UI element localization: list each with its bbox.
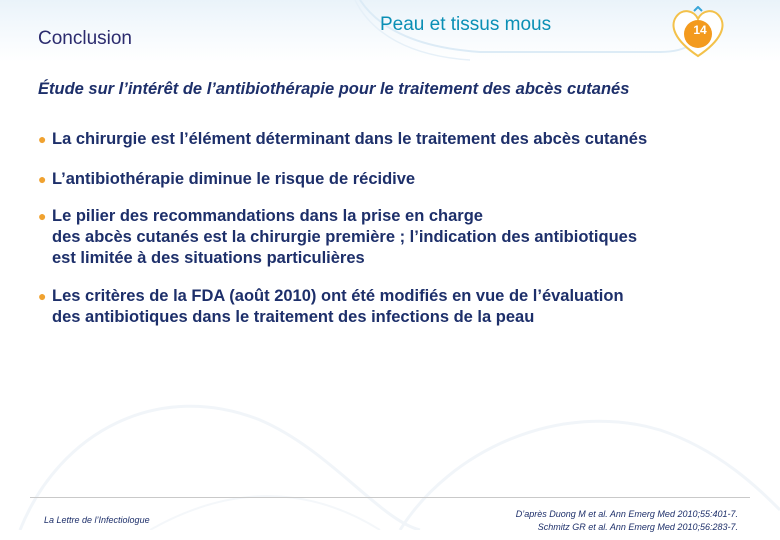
bullet-line: La chirurgie est l’élément déterminant dans le traitement des abcès cutanés <box>52 130 648 148</box>
bullet-line: Les critères de la FDA (août 2010) ont été modifiés en vue de l’évaluation <box>52 287 624 305</box>
bullet-line: des abcès cutanés est la chirurgie première ; l’indication des antibiotiques <box>52 228 638 246</box>
slide-headline: Étude sur l’intérêt de l’antibiothérapie pour le traitement des abcès cutanés <box>38 80 630 98</box>
publication-name: La Lettre de l’Infectiologue <box>44 515 150 525</box>
bullet-dot-icon: ● <box>38 208 47 224</box>
reference-line: D’après Duong M et al. Ann Emerg Med 2010;55:401-7. <box>515 509 738 519</box>
bullet-item <box>38 129 738 150</box>
footer-divider <box>30 497 750 498</box>
bullet-line: des antibiotiques dans le traitement des infections de la peau <box>52 308 535 326</box>
bullet-item <box>38 206 738 269</box>
bullet-dot-icon: ● <box>38 131 47 147</box>
bullet-item <box>38 286 738 328</box>
bullet-list <box>38 129 738 328</box>
topic-title: Peau et tissus mous <box>380 14 552 35</box>
bullet-line: est limitée à des situations particulières <box>52 249 365 267</box>
references <box>516 508 738 534</box>
bullet-dot-icon: ● <box>38 288 47 304</box>
reference-line: Schmitz GR et al. Ann Emerg Med 2010;56:283-7. <box>537 522 738 532</box>
section-label: Conclusion <box>38 28 132 49</box>
bullet-line: Le pilier des recommandations dans la prise en charge <box>52 207 483 225</box>
bullet-line: L’antibiothérapie diminue le risque de récidive <box>52 170 416 188</box>
bullet-dot-icon: ● <box>38 171 47 187</box>
bullet-item <box>38 169 738 190</box>
page-number: 14 <box>693 23 707 37</box>
